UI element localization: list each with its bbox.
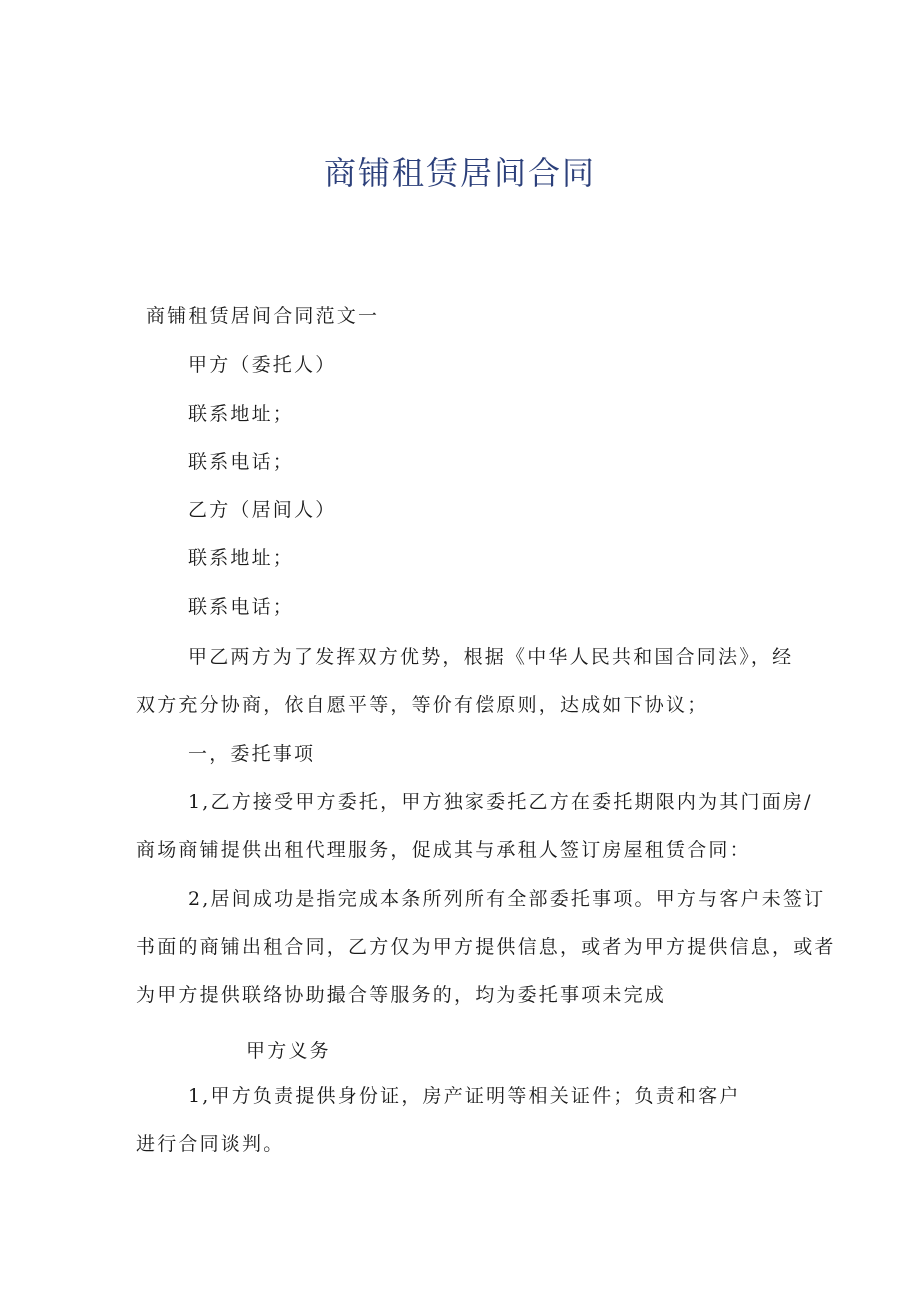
section-1-item-2-line-3: 为甲方提供联络协助撮合等服务的，均为委托事项未完成 [136,984,667,1006]
section-1-item-2-line-2: 书面的商铺出租合同，乙方仅为甲方提供信息，或者为甲方提供信息，或者 [136,936,836,958]
party-b-address: 联系地址； [188,547,295,569]
preamble-line-2: 双方充分协商，依自愿平等，等价有偿原则，达成如下协议； [136,694,709,716]
party-a-address: 联系地址； [188,403,295,425]
party-a-label: 甲方（委托人） [188,354,337,376]
party-b-phone: 联系电话； [188,596,295,618]
section-2-heading: 甲方义务 [246,1040,331,1062]
document-title: 商铺租赁居间合同 [323,154,596,192]
party-b-label: 乙方（居间人） [188,499,337,521]
document-subheading: 商铺租赁居间合同范文一 [146,305,380,327]
section-1-item-1-line-2: 商场商铺提供出租代理服务，促成其与承租人签订房屋租赁合同： [136,839,751,861]
section-1-item-2-line-1: 2,居间成功是指完成本条所列所有全部委托事项。甲方与客户未签订 [188,888,826,910]
section-2-item-1-line-2: 进行合同谈判。 [136,1133,285,1155]
section-1-heading: 一，委托事项 [188,743,316,765]
preamble-line-1: 甲乙两方为了发挥双方优势，根据《中华人民共和国合同法》，经 [188,646,794,668]
section-2-item-1-line-1: 1,甲方负责提供身份证，房产证明等相关证件；负责和客户 [188,1085,741,1107]
party-a-phone: 联系电话； [188,451,295,473]
section-1-item-1-line-1: 1,乙方接受甲方委托，甲方独家委托乙方在委托期限内为其门面房/ [188,791,813,813]
